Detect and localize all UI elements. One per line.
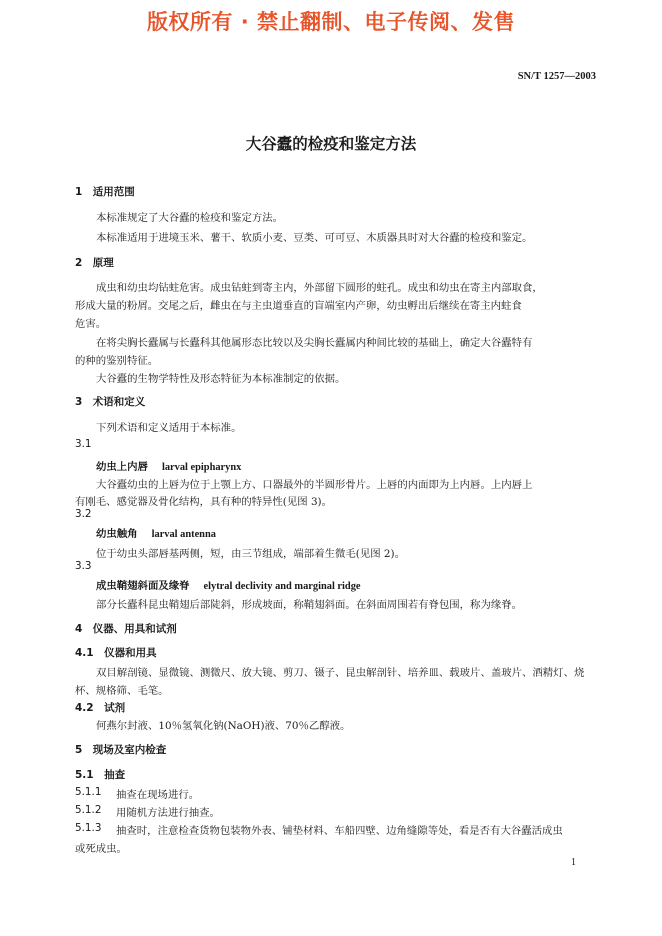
term-3-1-definition: 大谷蠹幼虫的上唇为位于上颚上方、口器最外的半圆形骨片。上唇的内面即为上内唇。上内唇上 bbox=[96, 479, 533, 491]
term-3-2-en: larval antenna bbox=[151, 529, 216, 540]
section-2-paragraph: 形成大量的粉屑。交尾之后，雌虫在与主虫道垂直的盲端室内产卵，幼虫孵出后继续在寄主内蛀食 bbox=[75, 300, 522, 312]
section-3-intro: 下列术语和定义适用于本标准。 bbox=[96, 422, 242, 434]
item-5-1-3-number: 5.1.3 bbox=[75, 822, 102, 834]
section-4-heading: 4 仪器、用具和试剂 bbox=[75, 623, 177, 635]
item-5-1-3-text: 抽查时，注意检查货物包装物外表、铺垫材料、车船四壁、边角缝隙等处，看是否有大谷蠹活成虫 bbox=[116, 825, 563, 837]
section-4-2-paragraph: 何燕尔封液、10％氢氧化钠(NaOH)液、70％乙醇液。 bbox=[96, 720, 351, 732]
term-3-3-title bbox=[96, 577, 361, 592]
section-5-1-heading: 5.1 抽查 bbox=[75, 769, 126, 781]
copyright-watermark: 版权所有 · 禁止翻制、电子传阅、发售 bbox=[146, 10, 516, 34]
term-3-2-definition: 位于幼虫头部唇基两侧，短，由三节组成，端部着生微毛(见图 2)。 bbox=[96, 548, 405, 560]
page-number: 1 bbox=[571, 857, 576, 868]
section-4-2-heading: 4.2 试剂 bbox=[75, 702, 126, 714]
section-2-paragraph: 的种的鉴别特征。 bbox=[75, 355, 159, 367]
item-5-1-1-text: 抽查在现场进行。 bbox=[116, 789, 200, 801]
term-3-2-title bbox=[96, 525, 216, 540]
term-3-3-en: elytral declivity and marginal ridge bbox=[203, 581, 361, 592]
item-5-1-1-number: 5.1.1 bbox=[75, 786, 102, 798]
section-1-heading: 1 适用范围 bbox=[75, 186, 135, 198]
section-2-heading: 2 原理 bbox=[75, 257, 114, 269]
term-3-3-number: 3.3 bbox=[75, 560, 92, 572]
term-3-1-title bbox=[96, 458, 241, 473]
section-2-paragraph: 大谷蠹的生物学特性及形态特征为本标准制定的依据。 bbox=[96, 373, 346, 385]
section-5-heading: 5 现场及室内检查 bbox=[75, 744, 167, 756]
term-3-3-definition: 部分长蠹科昆虫鞘翅后部陡斜，形成坡面，称鞘翅斜面。在斜面周围若有脊包围，称为缘脊。 bbox=[96, 599, 523, 611]
section-2-paragraph: 成虫和幼虫均钻蛀危害。成虫钻蛀到寄主内，外部留下圆形的蛀孔。成虫和幼虫在寄主内部取食， bbox=[96, 282, 543, 294]
term-3-2-cn: 幼虫触角 bbox=[96, 528, 138, 540]
section-3-heading: 3 术语和定义 bbox=[75, 396, 146, 408]
section-2-paragraph: 危害。 bbox=[75, 318, 107, 330]
item-5-1-3-text: 或死成虫。 bbox=[75, 843, 127, 855]
term-3-1-en: larval epipharynx bbox=[161, 462, 242, 473]
term-3-2-number: 3.2 bbox=[75, 508, 92, 520]
term-3-3-cn: 成虫鞘翅斜面及缘脊 bbox=[96, 580, 190, 592]
section-4-1-paragraph: 杯、规格筛、毛笔。 bbox=[75, 685, 169, 697]
section-1-paragraph: 本标准适用于进境玉米、薯干、软质小麦、豆类、可可豆、木质器具时对大谷蠹的检疫和鉴定。 bbox=[96, 232, 533, 244]
term-3-1-number: 3.1 bbox=[75, 438, 92, 450]
item-5-1-2-number: 5.1.2 bbox=[75, 804, 102, 816]
standard-number: SN/T 1257—2003 bbox=[517, 71, 596, 82]
document-title: 大谷蠹的检疫和鉴定方法 bbox=[245, 135, 417, 153]
section-1-paragraph: 本标准规定了大谷蠹的检疫和鉴定方法。 bbox=[96, 212, 284, 224]
item-5-1-2-text: 用随机方法进行抽查。 bbox=[116, 807, 220, 819]
term-3-1-cn: 幼虫上内唇 bbox=[96, 461, 148, 473]
section-4-1-paragraph: 双目解剖镜、显微镜、测微尺、放大镜、剪刀、镊子、昆虫解剖针、培养皿、载玻片、盖玻片、酒精灯、烧 bbox=[96, 667, 585, 679]
section-4-1-heading: 4.1 仪器和用具 bbox=[75, 647, 157, 659]
section-2-paragraph: 在将尖胸长蠹属与长蠹科其他属形态比较以及尖胸长蠹属内种间比较的基础上，确定大谷蠹特有 bbox=[96, 337, 533, 349]
term-3-1-definition: 有刚毛、感觉器及骨化结构，具有种的特异性(见图 3)。 bbox=[75, 496, 333, 508]
